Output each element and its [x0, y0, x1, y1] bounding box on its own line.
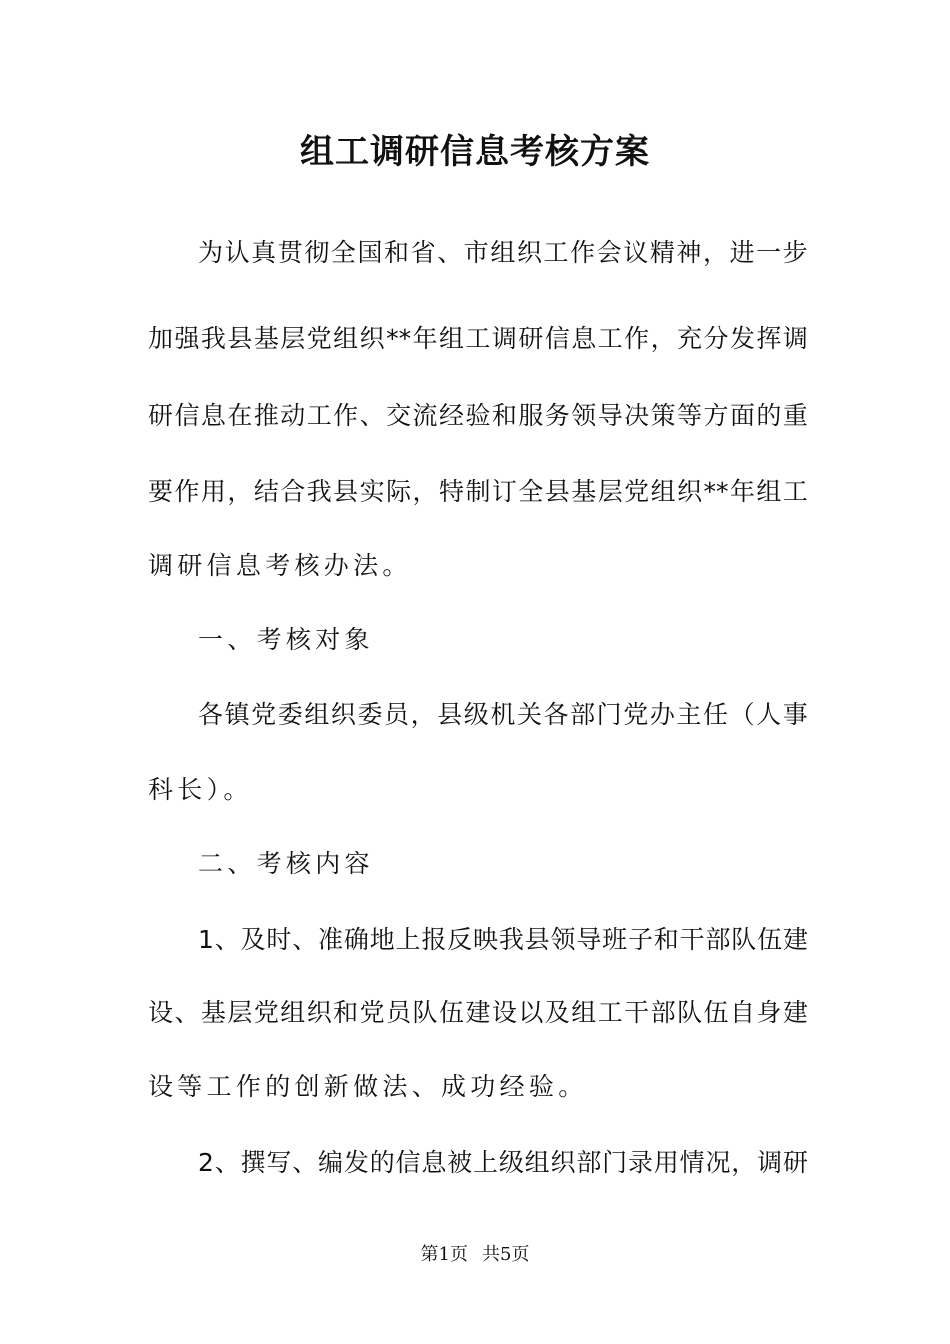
paragraph-line: 研 信 息 在 推 动 工 作 、 交 流 经 验 和 服 务 领 导 决 策 等 方 面 的 重 — [148, 401, 808, 430]
paragraph-line: 设 、 基 层 党 组 织 和 党 员 队 伍 建 设 以 及 组 工 干 部 队 伍 自 身 建 — [148, 998, 808, 1027]
page-number: 第1页 — [420, 1244, 468, 1265]
paragraph-line: 各 镇 党 委 组 织 委 员 ， 县 级 机 关 各 部 门 党 办 主 任 （ 人 事 — [198, 700, 808, 729]
page-total: 共5页 — [482, 1244, 530, 1265]
document-title: 组工调研信息考核方案 — [300, 132, 650, 172]
page-footer — [0, 1242, 950, 1268]
paragraph-line: 加 强 我 县 基 层 党 组 织 ** 年 组 工 调 研 信 息 工 作 ， 充 分 发 挥 调 — [148, 324, 808, 353]
paragraph-line: 调研信息考核办法。 — [148, 551, 412, 580]
paragraph-line: 设等工作的创新做法、成功经验。 — [148, 1072, 588, 1101]
paragraph-line: 1 、 及 时 、 准 确 地 上 报 反 映 我 县 领 导 班 子 和 干 部 队 伍 建 — [198, 925, 808, 954]
paragraph-line: 科长）。 — [148, 775, 253, 804]
paragraph-line: 为 认 真 贯 彻 全 国 和 省 、 市 组 织 工 作 会 议 精 神 ， 进 一 步 — [198, 238, 808, 267]
section-heading: 一、考核对象 — [198, 625, 374, 654]
paragraph-line: 要 作 用 ， 结 合 我 县 实 际 ， 特 制 订 全 县 基 层 党 组 织 ** 年 组 工 — [148, 477, 808, 506]
section-heading: 二、考核内容 — [198, 849, 374, 878]
paragraph-line: 2 、 撰 写 、 编 发 的 信 息 被 上 级 组 织 部 门 录 用 情 况 ， 调 研 — [198, 1148, 808, 1177]
